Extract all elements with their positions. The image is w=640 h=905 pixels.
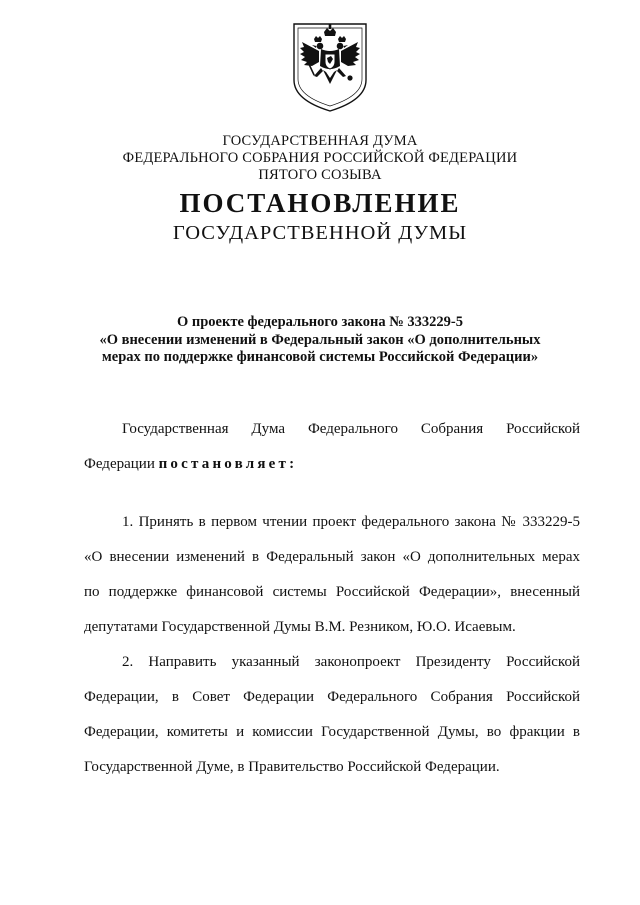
preamble-line-1: Государственная Дума Федерального Собрания Российской <box>122 421 580 437</box>
issuing-authority <box>0 133 640 184</box>
point-1-line-1: 1. Принять в первом чтении проект федерального закона № 333229-5 <box>122 514 580 530</box>
point-2-line-2: Федерации, в Совет Федерации Федерального Собрания Российской <box>84 689 580 705</box>
point-2-line-1: 2. Направить указанный законопроект Президенту Российской <box>122 654 580 670</box>
title-line-2: «О внесении изменений в Федеральный закон «О дополнительных <box>99 331 541 348</box>
preamble <box>84 412 580 482</box>
authority-line-3: ПЯТОГО СОЗЫВА <box>258 167 382 183</box>
title-line-1: О проекте федерального закона № 333229-5 <box>176 314 464 330</box>
title-line-3: мерах по поддержке финансовой системы Российской Федерации» <box>101 349 539 365</box>
authority-line-1: ГОСУДАРСТВЕННАЯ ДУМА <box>222 133 418 149</box>
point-1-line-3: по поддержке финансовой системы Российской Федерации», внесенный <box>84 584 580 600</box>
point-1-line-2: «О внесении изменений в Федеральный закон «О дополнительных мерах <box>84 549 580 565</box>
authority-line-2: ФЕДЕРАЛЬНОГО СОБРАНИЯ РОССИЙСКОЙ ФЕДЕРАЦИИ <box>122 150 518 166</box>
point-2-line-4: Государственной Думе, в Правительство Российской Федерации. <box>84 759 500 775</box>
point-1-line-4: депутатами Государственной Думы В.М. Резником, Ю.О. Исаевым. <box>84 619 516 635</box>
preamble-line-2-start: Федерации <box>84 456 159 472</box>
coat-of-arms-icon <box>290 20 370 114</box>
document-type: ПОСТАНОВЛЕНИЕ <box>179 188 461 218</box>
resolution-keyword: постановляет: <box>158 456 298 472</box>
document-title <box>0 314 640 367</box>
resolution-point-1 <box>84 505 580 645</box>
point-2-line-3: Федерации, комитеты и комиссии Государственной Думы, во фракции в <box>84 724 580 740</box>
document-subtype: ГОСУДАРСТВЕННОЙ ДУМЫ <box>172 222 468 244</box>
preamble-line-2 <box>84 447 580 482</box>
resolution-point-2 <box>84 645 580 785</box>
